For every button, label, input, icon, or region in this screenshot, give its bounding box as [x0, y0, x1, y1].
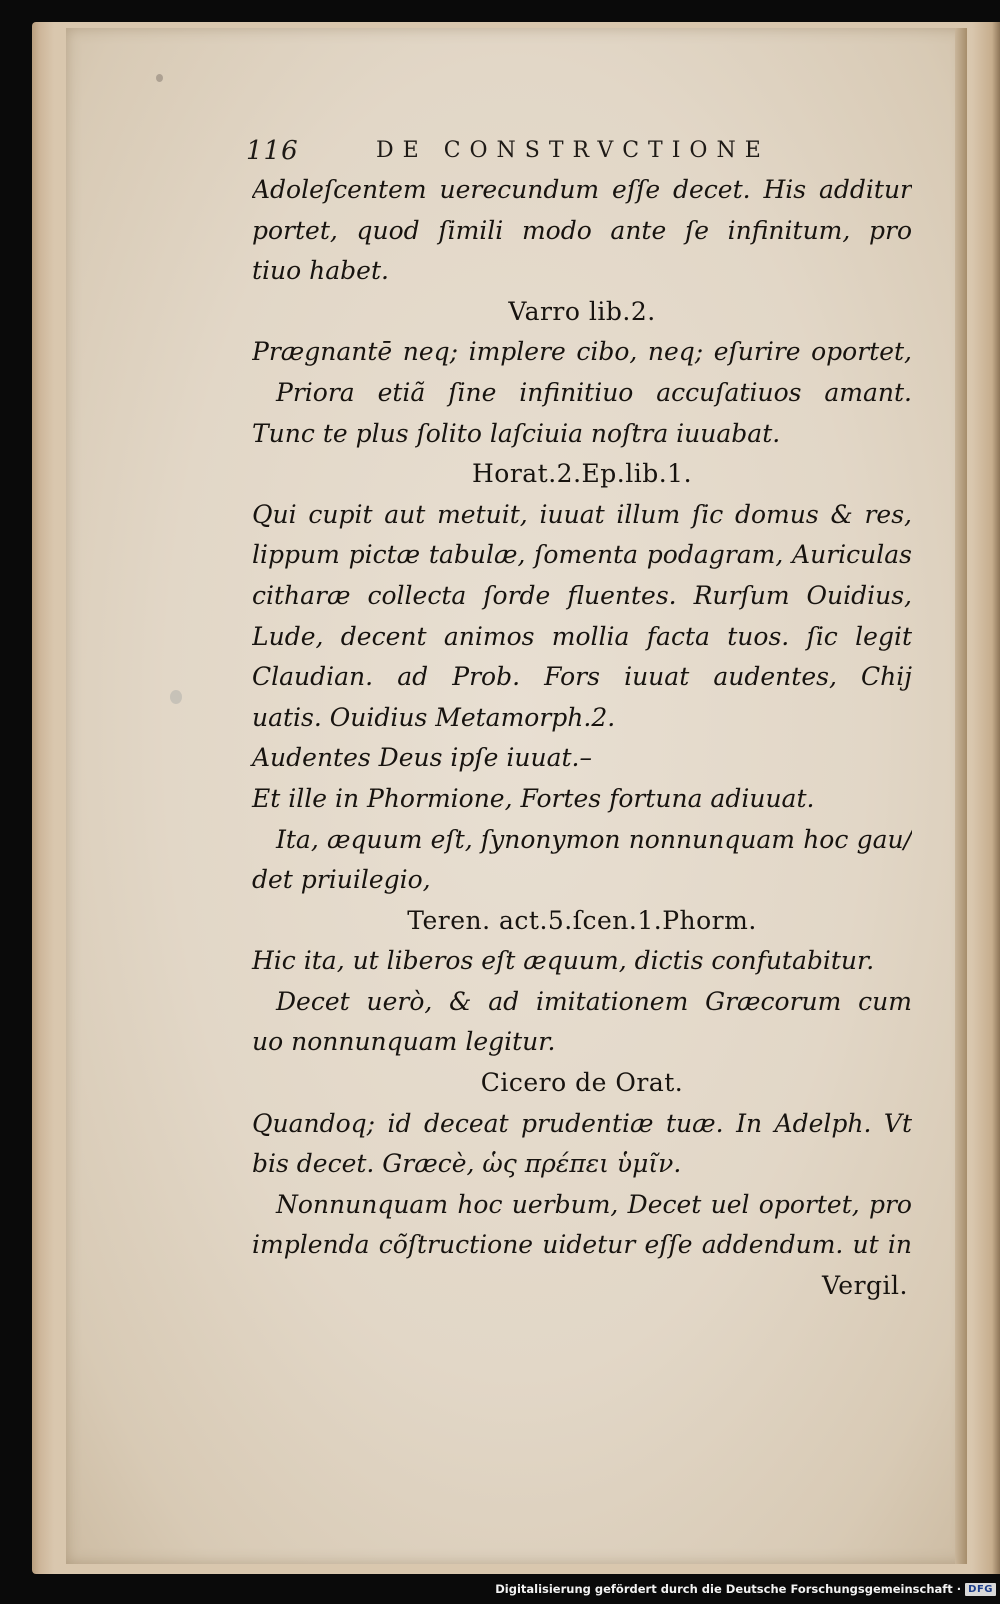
- page-number: 116: [246, 136, 299, 166]
- text-line: det priuilegio,: [252, 865, 431, 895]
- ink-spot: [156, 74, 163, 82]
- text-line: uatis. Ouidius Metamorph.2.: [252, 702, 616, 732]
- text-line: Horat.2.Ep.lib.1.: [471, 459, 693, 489]
- text-line: Varro lib.2.: [508, 296, 656, 326]
- text-line: Adoleſcentem uerecundum eſſe decet. His additur: [252, 175, 912, 204]
- text-line: citharæ collecta ſorde fluentes. Rurſum Ouidius,: [252, 580, 912, 610]
- ink-spot: [170, 690, 182, 704]
- text-line: Cicero de Orat.: [480, 1068, 684, 1098]
- text-line: Prægnantē neq; implere cibo, neq; eſurire oportet,: [252, 337, 912, 367]
- body-text: [252, 170, 912, 1307]
- text-line: bis decet. Græcè, ὡς πρέπει ὑμῖν.: [252, 1149, 682, 1179]
- text-line: portet, quod ſimili modo ante ſe infinitum, pro: [252, 215, 912, 245]
- text-line: tiuo habet.: [252, 256, 389, 286]
- text-line: Teren. act.5.ſcen.1.Phorm.: [407, 905, 757, 935]
- text-line: lippum pictæ tabulæ, ſomenta podagram, Auriculas: [252, 540, 912, 570]
- text-line: Quandoq; id deceat prudentiæ tuæ. In Adelph. Vt: [252, 1108, 912, 1138]
- text-line: Decet uerò, & ad imitationem Græcorum cum: [276, 986, 912, 1016]
- digitization-credit: [495, 1578, 996, 1600]
- credit-text: Digitalisierung gefördert durch die Deutsche Forschungsgemeinschaft ·: [495, 1582, 962, 1596]
- text-line: Tunc te plus ſolito laſciuia noſtra iuuabat.: [252, 418, 781, 448]
- text-line: Priora etiã ſine infinitiuo accuſatiuos amant.: [276, 377, 912, 407]
- running-head: [246, 136, 776, 168]
- text-line: uo nonnunquam legitur.: [252, 1027, 556, 1057]
- text-line: Audentes Deus ipſe iuuat.–: [252, 743, 592, 773]
- text-line: Ita, æquum eſt, ſynonymon nonnunquam hoc gau/: [276, 824, 912, 854]
- page-edge: [955, 28, 967, 1564]
- text-line: implenda cõſtructione uidetur eſſe addendum. ut in: [252, 1230, 912, 1260]
- text-line: Nonnunquam hoc uerbum, Decet uel oportet, pro: [276, 1189, 912, 1219]
- dfg-logo: DFG: [965, 1583, 996, 1596]
- text-line: Claudian. ad Prob. Fors iuuat audentes, Chij: [252, 662, 912, 692]
- text-line: Vergil.: [822, 1271, 908, 1301]
- running-title: DE CONSTRVCTIONE: [376, 138, 770, 163]
- text-line: Hic ita, ut liberos eſt æquum, dictis confutabitur.: [252, 946, 875, 976]
- text-line: Qui cupit aut metuit, iuuat illum ſic domus & res,: [252, 499, 912, 529]
- text-line: Et ille in Phormione, Fortes fortuna adiuuat.: [252, 783, 815, 813]
- text-line: Lude, decent animos mollia facta tuos. ſic legit: [252, 621, 912, 651]
